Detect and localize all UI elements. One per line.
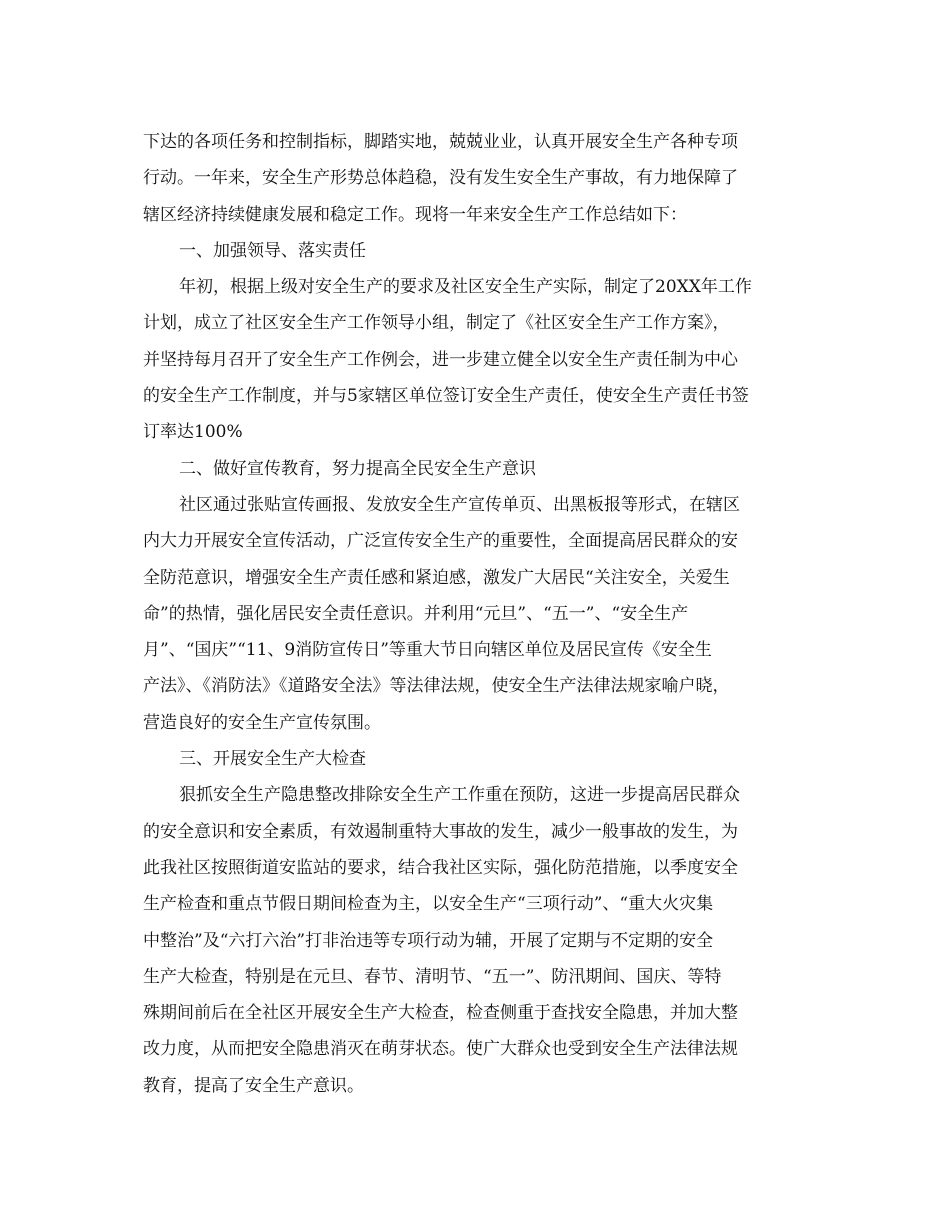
text-line: 行动。一年来，安全生产形势总体趋稳，没有发生安全生产事故，有力地保障了 (143, 168, 738, 189)
text-line: 计划，成立了社区安全生产工作领导小组，制定了《社区安全生产工作方案》， (143, 313, 730, 334)
text-line: 内大力开展安全宣传活动，广泛宣传安全生产的重要性，全面提高居民群众的安 (143, 531, 738, 552)
text-line: 三、开展安全生产大检查 (179, 749, 366, 770)
text-line: 月”、“国庆”“11、9消防宣传日”等重大节日向辖区单位及居民宣传《安全生 (143, 640, 712, 661)
text-line: 生产检查和重点节假日期间检查为主，以安全生产“三项行动”、“重大火灾集 (143, 894, 714, 915)
text-line: 年初，根据上级对安全生产的要求及社区安全生产实际，制定了20XX年工作 (179, 277, 752, 298)
text-line: 狠抓安全生产隐患整改排除安全生产工作重在预防，这进一步提高居民群众 (179, 785, 740, 806)
text-line: 营造良好的安全生产宣传氛围。 (143, 712, 381, 733)
text-line: 此我社区按照街道安监站的要求，结合我社区实际，强化防范措施，以季度安全 (143, 857, 738, 878)
text-line: 二、做好宣传教育，努力提高全民安全生产意识 (179, 458, 536, 479)
text-line: 改力度，从而把安全隐患消灭在萌芽状态。使广大群众也受到安全生产法律法规 (143, 1039, 738, 1060)
text-line: 中整治”及“六打六治”打非治违等专项行动为辅，开展了定期与不定期的安全 (143, 930, 714, 951)
text-line: 社区通过张贴宣传画报、发放安全生产宣传单页、出黑板报等形式，在辖区 (179, 494, 740, 515)
text-line: 的安全意识和安全素质，有效遏制重特大事故的发生，减少一般事故的发生，为 (143, 821, 738, 842)
text-line: 下达的各项任务和控制指标，脚踏实地，兢兢业业，认真开展安全生产各种专项 (143, 132, 738, 152)
text-line: 教育，提高了安全生产意识。 (143, 1075, 364, 1096)
text-line: 全防范意识，增强安全生产责任感和紧迫感，激发广大居民“关注安全，关爱生 (143, 567, 730, 588)
text-line: 的安全生产工作制度，并与5家辖区单位签订安全生产责任，使安全生产责任书签 (143, 386, 749, 407)
text-line: 殊期间前后在全社区开展安全生产大检查，检查侧重于查找安全隐患，并加大整 (143, 1003, 738, 1024)
text-line: 生产大检查，特别是在元旦、春节、清明节、“五一”、防汛期间、国庆、等特 (143, 966, 722, 987)
text-line: 订率达100% (143, 422, 243, 443)
text-line: 产法》、《消防法》《道路安全法》等法律法规，使安全生产法律法规家喻户晓， (143, 676, 730, 697)
text-line: 辖区经济持续健康发展和稳定工作。现将一年来安全生产工作总结如下： (143, 204, 687, 225)
text-line: 并坚持每月召开了安全生产工作例会，进一步建立健全以安全生产责任制为中心 (143, 349, 738, 370)
document-body (143, 124, 811, 1104)
text-line: 命”的热情，强化居民安全责任意识。并利用“元旦”、“五一”、“安全生产 (143, 603, 689, 624)
text-line: 一、加强领导、落实责任 (179, 240, 366, 261)
